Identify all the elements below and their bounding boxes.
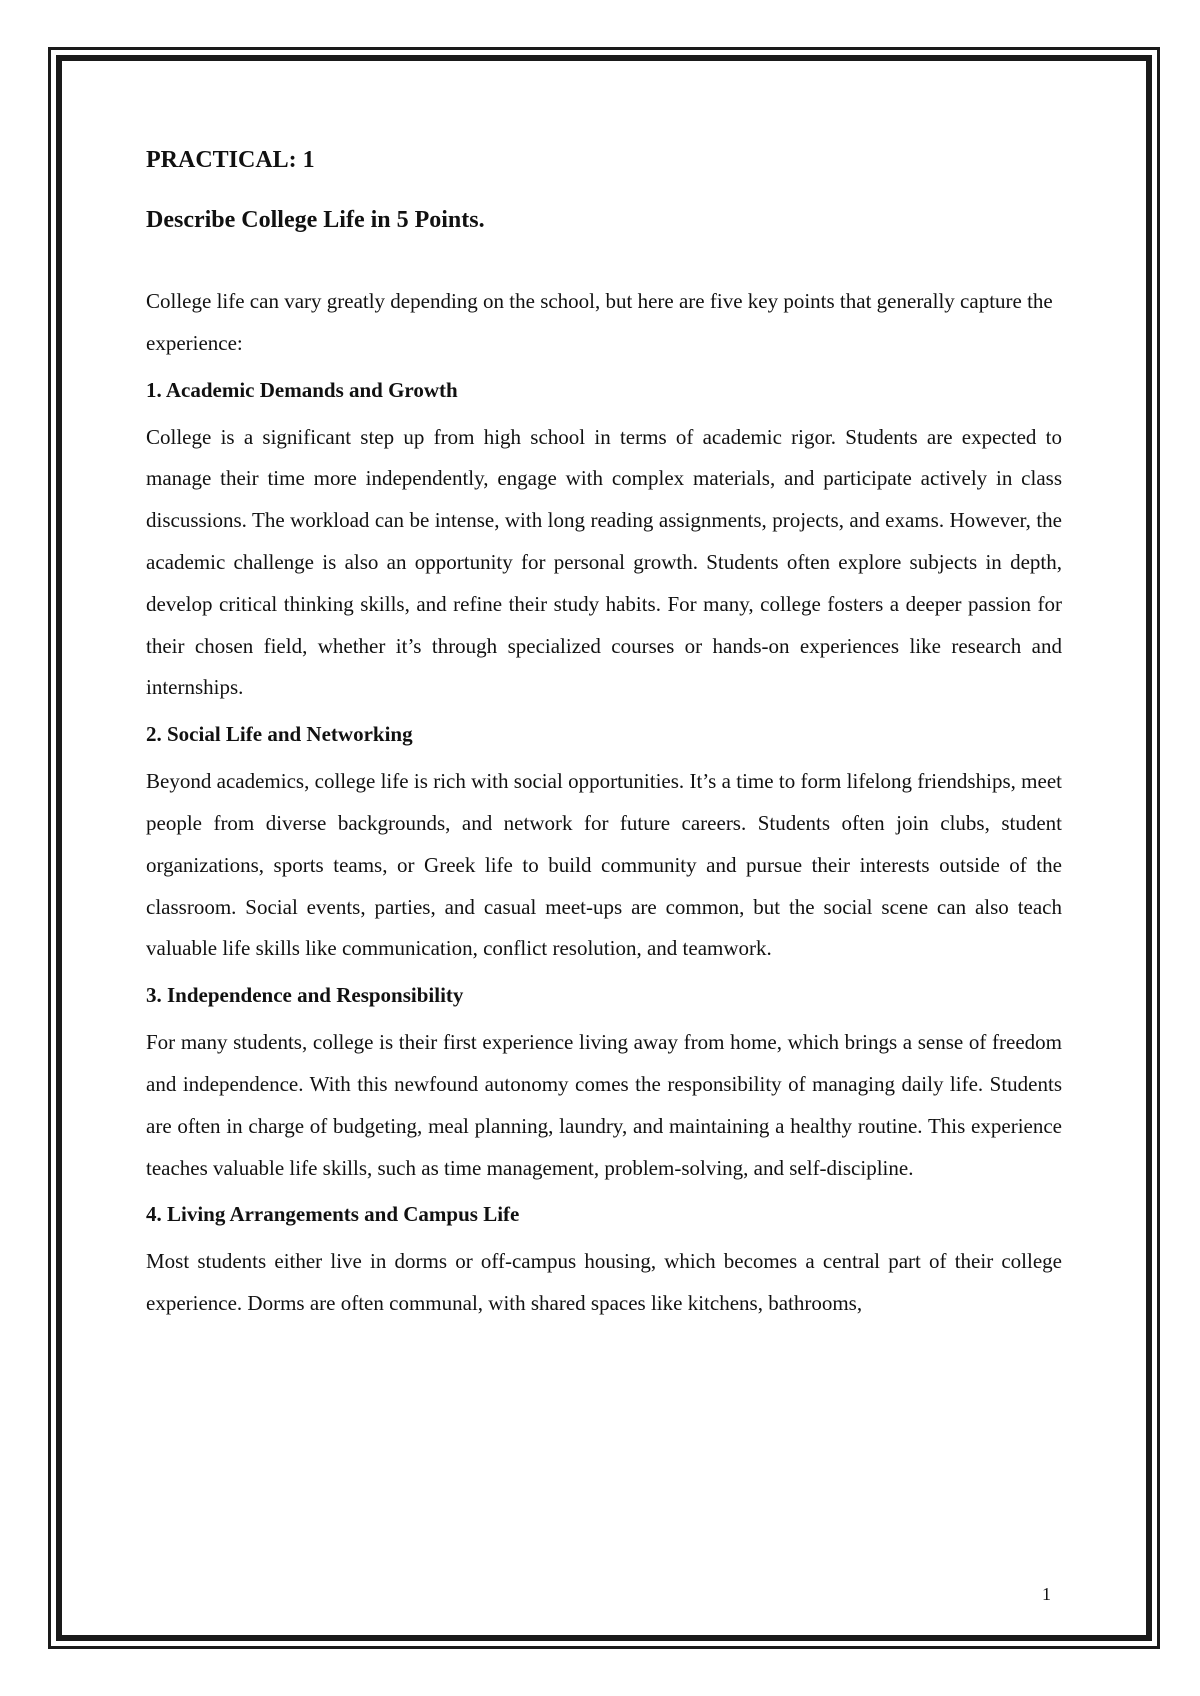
section-body-social: Beyond academics, college life is rich with social opportunities. It’s a time to form lifelong friendships, meet people from diverse backgrounds, and network for future careers. Students often join clubs, student organizations, sports teams, or Greek life to build community and pursue their interests outside of the classroom. Social events, parties, and casual meet-ups are common, but the social scene can also teach valuable life skills like communication, conflict resolution, and teamwork. [146,769,1062,961]
section-body-academic: College is a significant step up from high school in terms of academic rigor. Students are expected to manage their time more independently, engage with complex materials, and participate actively in class discussions. The workload can be intense, with long reading assignments, projects, and exams. However, the academic challenge is also an opportunity for personal growth. Students often explore subjects in depth, develop critical thinking skills, and refine their study habits. For many, college fosters a deeper passion for their chosen field, whether it’s through specialized courses or hands-on experiences like research and internships. [146,424,1062,700]
page-number: 1 [1042,1584,1051,1604]
section-heading-living: 4. Living Arrangements and Campus Life [146,1202,520,1227]
section-heading-social: 2. Social Life and Networking [146,722,413,747]
section-body-independence: For many students, college is their first experience living away from home, which brings a sense of freedom and independence. With this newfound autonomy comes the responsibility of managing daily life. Students are often in charge of budgeting, meal planning, laundry, and maintaining a healthy routine. This experience teaches valuable life skills, such as time management, problem-solving, and self-discipline. [146,1030,1062,1180]
question-heading: Describe College Life in 5 Points. [146,207,485,233]
section-heading-academic: 1. Academic Demands and Growth [146,377,458,402]
document-body [146,130,1062,1325]
practical-title: PRACTICAL: 1 [146,147,315,173]
section-heading-independence: 3. Independence and Responsibility [146,983,464,1008]
intro-paragraph: College life can vary greatly depending on the school, but here are five key points that generally capture the experience: [146,289,1053,355]
section-body-living: Most students either live in dorms or off-campus housing, which becomes a central part of their college experience. Dorms are often communal, with shared spaces like kitchens, bathrooms, [146,1249,1062,1316]
